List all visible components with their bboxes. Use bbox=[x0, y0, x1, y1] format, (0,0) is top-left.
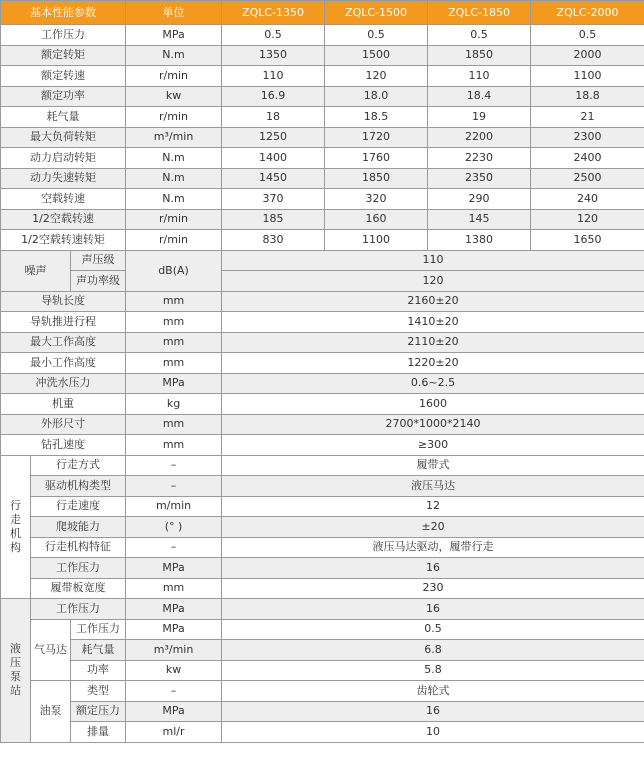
table-row bbox=[1, 558, 644, 579]
header-cell: ZQLC-2000 bbox=[531, 1, 644, 25]
param-value: 2160±20 bbox=[222, 291, 644, 312]
header-row bbox=[1, 1, 644, 25]
param-unit: MPa bbox=[126, 619, 222, 640]
param-value: 18.5 bbox=[325, 107, 428, 128]
param-unit: N.m bbox=[126, 189, 222, 210]
param-value: 1850 bbox=[325, 168, 428, 189]
param-unit: – bbox=[126, 537, 222, 558]
param-value: 16.9 bbox=[222, 86, 325, 107]
param-unit: N.m bbox=[126, 168, 222, 189]
param-value: 1650 bbox=[531, 230, 644, 251]
param-label: 最大负荷转矩 bbox=[1, 127, 126, 148]
param-value: 1760 bbox=[325, 148, 428, 169]
param-unit: mm bbox=[126, 578, 222, 599]
header-cell: 单位 bbox=[126, 1, 222, 25]
param-unit: (° ) bbox=[126, 517, 222, 538]
param-unit: kw bbox=[126, 86, 222, 107]
param-value: 2500 bbox=[531, 168, 644, 189]
table-row bbox=[1, 578, 644, 599]
param-label: 额定压力 bbox=[71, 701, 126, 722]
param-unit: r/min bbox=[126, 230, 222, 251]
param-unit: N.m bbox=[126, 148, 222, 169]
param-value: 16 bbox=[222, 558, 644, 579]
param-value: 5.8 bbox=[222, 660, 644, 681]
param-value: 2200 bbox=[428, 127, 531, 148]
table-row bbox=[1, 271, 644, 292]
param-value: 18.8 bbox=[531, 86, 644, 107]
pump-group-label bbox=[1, 599, 31, 743]
param-label: 导轨推进行程 bbox=[1, 312, 126, 333]
param-value: 1600 bbox=[222, 394, 644, 415]
param-value: 120 bbox=[531, 209, 644, 230]
param-value: 10 bbox=[222, 722, 644, 743]
param-label: 排量 bbox=[71, 722, 126, 743]
param-value: 履带式 bbox=[222, 455, 644, 476]
param-value: 120 bbox=[325, 66, 428, 87]
param-value: 2400 bbox=[531, 148, 644, 169]
table-row bbox=[1, 86, 644, 107]
param-unit: mm bbox=[126, 414, 222, 435]
noise-sub-label: 声压级 bbox=[71, 250, 126, 271]
oil-pump-label: 油泵 bbox=[31, 681, 71, 743]
param-label: 冲洗水压力 bbox=[1, 373, 126, 394]
param-value: 110 bbox=[428, 66, 531, 87]
param-value: 830 bbox=[222, 230, 325, 251]
param-value: 1410±20 bbox=[222, 312, 644, 333]
param-value: 145 bbox=[428, 209, 531, 230]
param-unit: m/min bbox=[126, 496, 222, 517]
table-row bbox=[1, 45, 644, 66]
param-value: 370 bbox=[222, 189, 325, 210]
param-value: 1100 bbox=[325, 230, 428, 251]
header-cell: ZQLC-1850 bbox=[428, 1, 531, 25]
table-row bbox=[1, 107, 644, 128]
param-value: 18.4 bbox=[428, 86, 531, 107]
table-row bbox=[1, 332, 644, 353]
param-value: 2300 bbox=[531, 127, 644, 148]
param-value: 19 bbox=[428, 107, 531, 128]
param-value: 1720 bbox=[325, 127, 428, 148]
param-unit: – bbox=[126, 476, 222, 497]
table-row bbox=[1, 435, 644, 456]
param-label: 工作压力 bbox=[31, 599, 126, 620]
param-value: 2700*1000*2140 bbox=[222, 414, 644, 435]
noise-value: 120 bbox=[222, 271, 644, 292]
table-row bbox=[1, 148, 644, 169]
travel-group-char: 行 bbox=[10, 498, 21, 512]
param-label: 最大工作高度 bbox=[1, 332, 126, 353]
table-row bbox=[1, 640, 644, 661]
param-value: 1220±20 bbox=[222, 353, 644, 374]
param-label: 耗气量 bbox=[71, 640, 126, 661]
table-row bbox=[1, 455, 644, 476]
param-label: 耗气量 bbox=[1, 107, 126, 128]
table-row bbox=[1, 619, 644, 640]
param-unit: mm bbox=[126, 291, 222, 312]
table-row bbox=[1, 230, 644, 251]
noise-unit: dB(A) bbox=[126, 250, 222, 291]
header-cell: ZQLC-1500 bbox=[325, 1, 428, 25]
param-value: 290 bbox=[428, 189, 531, 210]
param-unit: N.m bbox=[126, 45, 222, 66]
table-row bbox=[1, 168, 644, 189]
pump-group-char: 液 bbox=[10, 642, 21, 656]
table-row bbox=[1, 660, 644, 681]
param-label: 钻孔速度 bbox=[1, 435, 126, 456]
param-unit: MPa bbox=[126, 558, 222, 579]
param-value: 21 bbox=[531, 107, 644, 128]
param-unit: ml/r bbox=[126, 722, 222, 743]
param-label: 类型 bbox=[71, 681, 126, 702]
air-motor-label: 气马达 bbox=[31, 619, 71, 681]
param-label: 行走机构特征 bbox=[31, 537, 126, 558]
table-row bbox=[1, 599, 644, 620]
param-label: 机重 bbox=[1, 394, 126, 415]
param-label: 最小工作高度 bbox=[1, 353, 126, 374]
param-value: 320 bbox=[325, 189, 428, 210]
param-value: 2350 bbox=[428, 168, 531, 189]
travel-group-char: 构 bbox=[10, 540, 21, 554]
param-label: 额定转矩 bbox=[1, 45, 126, 66]
param-value: 1100 bbox=[531, 66, 644, 87]
param-value: 6.8 bbox=[222, 640, 644, 661]
param-value: 16 bbox=[222, 701, 644, 722]
param-label: 行走方式 bbox=[31, 455, 126, 476]
param-value: 18.0 bbox=[325, 86, 428, 107]
param-label: 工作压力 bbox=[31, 558, 126, 579]
param-label: 外形尺寸 bbox=[1, 414, 126, 435]
param-value: 18 bbox=[222, 107, 325, 128]
param-value: 0.5 bbox=[428, 25, 531, 46]
param-unit: r/min bbox=[126, 107, 222, 128]
param-unit: MPa bbox=[126, 599, 222, 620]
table-row bbox=[1, 517, 644, 538]
table-row bbox=[1, 127, 644, 148]
param-label: 驱动机构类型 bbox=[31, 476, 126, 497]
param-unit: – bbox=[126, 455, 222, 476]
header-cell: ZQLC-1350 bbox=[222, 1, 325, 25]
param-value: 2000 bbox=[531, 45, 644, 66]
param-unit: kw bbox=[126, 660, 222, 681]
param-label: 行走速度 bbox=[31, 496, 126, 517]
table-row bbox=[1, 681, 644, 702]
param-unit: kg bbox=[126, 394, 222, 415]
param-unit: r/min bbox=[126, 209, 222, 230]
param-label: 爬坡能力 bbox=[31, 517, 126, 538]
table-row bbox=[1, 537, 644, 558]
param-unit: r/min bbox=[126, 66, 222, 87]
param-value: 12 bbox=[222, 496, 644, 517]
param-value: 液压马达 bbox=[222, 476, 644, 497]
travel-group-label bbox=[1, 455, 31, 599]
param-label: 1/2空载转速 bbox=[1, 209, 126, 230]
param-label: 额定转速 bbox=[1, 66, 126, 87]
table-row bbox=[1, 394, 644, 415]
table-row bbox=[1, 353, 644, 374]
param-unit: mm bbox=[126, 312, 222, 333]
param-value: ≥300 bbox=[222, 435, 644, 456]
param-unit: mm bbox=[126, 435, 222, 456]
table-row bbox=[1, 476, 644, 497]
param-label: 空载转速 bbox=[1, 189, 126, 210]
param-value: 1850 bbox=[428, 45, 531, 66]
param-value: 1400 bbox=[222, 148, 325, 169]
travel-group-char: 走 bbox=[10, 512, 21, 526]
param-value: 1380 bbox=[428, 230, 531, 251]
param-value: 16 bbox=[222, 599, 644, 620]
table-row bbox=[1, 209, 644, 230]
param-value: 0.5 bbox=[531, 25, 644, 46]
param-value: 0.6~2.5 bbox=[222, 373, 644, 394]
param-value: 0.5 bbox=[325, 25, 428, 46]
param-unit: MPa bbox=[126, 373, 222, 394]
table-row bbox=[1, 25, 644, 46]
table-row bbox=[1, 66, 644, 87]
param-unit: MPa bbox=[126, 701, 222, 722]
table-row bbox=[1, 701, 644, 722]
travel-group-char: 机 bbox=[10, 526, 21, 540]
pump-group-char: 泵 bbox=[10, 670, 21, 684]
param-label: 动力启动转矩 bbox=[1, 148, 126, 169]
pump-group-char: 站 bbox=[10, 684, 21, 698]
table-row bbox=[1, 496, 644, 517]
param-value: 160 bbox=[325, 209, 428, 230]
noise-sub-label: 声功率级 bbox=[71, 271, 126, 292]
param-label: 额定功率 bbox=[1, 86, 126, 107]
param-value: 0.5 bbox=[222, 619, 644, 640]
param-value: 185 bbox=[222, 209, 325, 230]
param-value: 1500 bbox=[325, 45, 428, 66]
param-value: 230 bbox=[222, 578, 644, 599]
header-cell: 基本性能参数 bbox=[1, 1, 126, 25]
table-row bbox=[1, 722, 644, 743]
noise-label: 噪声 bbox=[1, 250, 71, 291]
param-value: 1350 bbox=[222, 45, 325, 66]
param-value: ±20 bbox=[222, 517, 644, 538]
param-unit: mm bbox=[126, 332, 222, 353]
param-value: 2230 bbox=[428, 148, 531, 169]
table-row bbox=[1, 312, 644, 333]
param-label: 功率 bbox=[71, 660, 126, 681]
param-label: 履带板宽度 bbox=[31, 578, 126, 599]
param-value: 1250 bbox=[222, 127, 325, 148]
noise-value: 110 bbox=[222, 250, 644, 271]
table-row bbox=[1, 291, 644, 312]
param-unit: m³/min bbox=[126, 640, 222, 661]
param-value: 110 bbox=[222, 66, 325, 87]
param-label: 动力失速转矩 bbox=[1, 168, 126, 189]
param-label: 工作压力 bbox=[71, 619, 126, 640]
param-unit: mm bbox=[126, 353, 222, 374]
param-value: 240 bbox=[531, 189, 644, 210]
param-label: 导轨长度 bbox=[1, 291, 126, 312]
pump-group-char: 压 bbox=[10, 656, 21, 670]
table-row bbox=[1, 414, 644, 435]
table-row bbox=[1, 189, 644, 210]
param-value: 齿轮式 bbox=[222, 681, 644, 702]
param-value: 0.5 bbox=[222, 25, 325, 46]
param-unit: m³/min bbox=[126, 127, 222, 148]
param-label: 1/2空载转速转矩 bbox=[1, 230, 126, 251]
table-row bbox=[1, 250, 644, 271]
param-unit: MPa bbox=[126, 25, 222, 46]
param-label: 工作压力 bbox=[1, 25, 126, 46]
param-value: 液压马达驱动，履带行走 bbox=[222, 537, 644, 558]
param-value: 2110±20 bbox=[222, 332, 644, 353]
param-value: 1450 bbox=[222, 168, 325, 189]
param-unit: – bbox=[126, 681, 222, 702]
table-row bbox=[1, 373, 644, 394]
